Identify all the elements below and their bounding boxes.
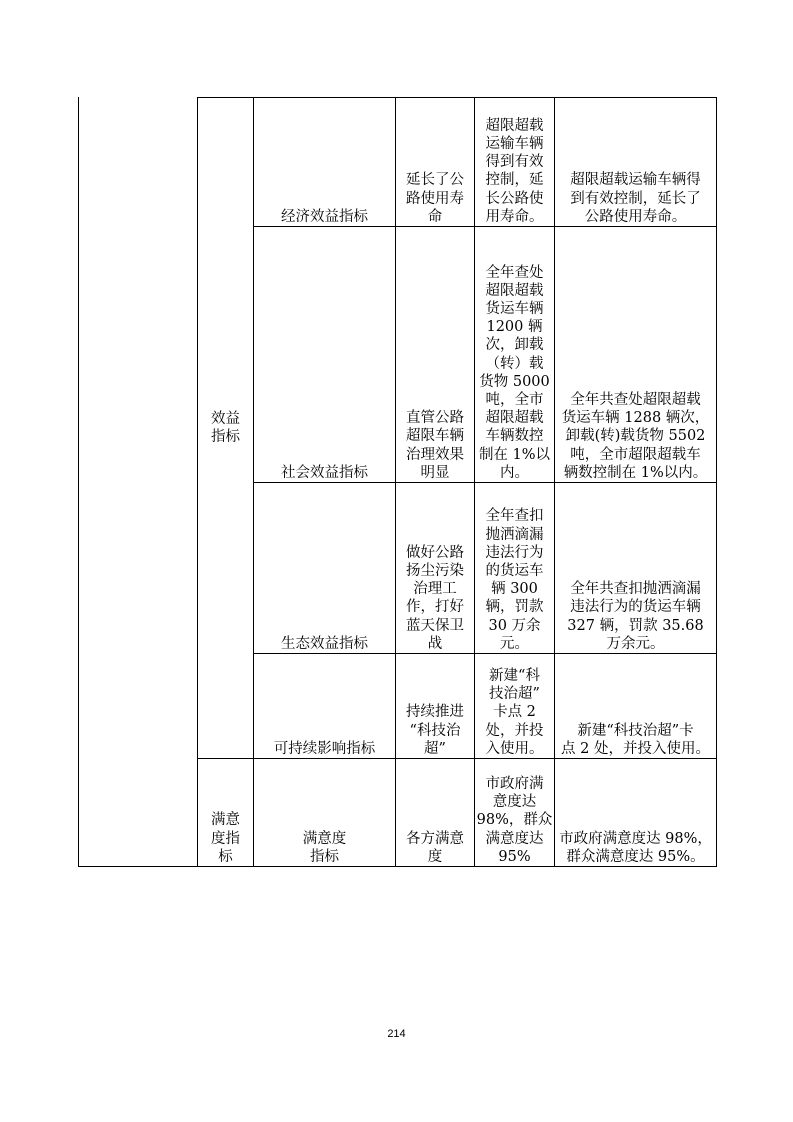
target-text: 做好公路 扬尘污染 治理工 作，打好 蓝天保卫 战 bbox=[406, 544, 464, 652]
actual-text: 市政府满意度达 98%， 群众满意度达 95%。 bbox=[559, 830, 712, 865]
indicator-label: 可持续影响指标 bbox=[273, 740, 376, 757]
index-value-cell bbox=[475, 759, 554, 866]
index-value-text: 全年查处 超限超载 货运车辆 1200 辆 次，卸载 （转）载 货物 5000 吨，全市 超限超载 车辆数控 制在 1%以 内。 bbox=[478, 264, 551, 481]
actual-text: 新建“科技治超”卡 点 2 处，并投入使用。 bbox=[561, 722, 710, 757]
indicator-cell bbox=[254, 98, 395, 226]
actual-cell bbox=[555, 227, 716, 482]
satisfaction-category-label: 满意 度指 标 bbox=[211, 812, 240, 865]
index-value-cell bbox=[475, 483, 554, 653]
actual-cell bbox=[555, 483, 716, 653]
indicator-label: 满意度 指标 bbox=[302, 830, 347, 865]
actual-cell bbox=[555, 98, 716, 226]
target-cell bbox=[396, 227, 474, 482]
indicator-cell bbox=[254, 483, 395, 653]
target-cell bbox=[396, 759, 474, 866]
indicator-label: 生态效益指标 bbox=[281, 635, 368, 652]
grid-line bbox=[78, 866, 717, 867]
target-cell bbox=[396, 483, 474, 653]
actual-cell bbox=[555, 654, 716, 758]
target-text: 持续推进 “科技治 超” bbox=[406, 704, 464, 757]
indicator-label: 经济效益指标 bbox=[281, 208, 368, 225]
grid-line bbox=[78, 97, 79, 867]
actual-cell bbox=[555, 759, 716, 866]
category-cell bbox=[198, 98, 253, 758]
indicator-label: 社会效益指标 bbox=[281, 464, 368, 481]
index-value-text: 市政府满 意度达 98%，群众 满意度达 95% bbox=[476, 775, 553, 865]
actual-text: 全年共查扣抛洒滴漏 违法行为的货运车辆 327 辆，罚款 35.68 万余元。 bbox=[567, 581, 704, 652]
satisfaction-category-cell bbox=[198, 759, 253, 866]
page-number: 214 bbox=[387, 1028, 406, 1040]
target-text: 各方满意 度 bbox=[406, 830, 464, 865]
index-value-text: 超限超载 运输车辆 得到有效 控制，延 长公路使 用寿命。 bbox=[485, 117, 544, 225]
index-value-cell bbox=[475, 227, 554, 482]
indicator-cell bbox=[254, 759, 395, 866]
category-label: 效益 指标 bbox=[211, 410, 240, 445]
index-value-text: 新建“科 技治超” 卡点 2 处，并投 入使用。 bbox=[485, 667, 544, 757]
indicator-cell bbox=[254, 227, 395, 482]
actual-text: 超限超载运输车辆得 到有效控制，延长了 公路使用寿命。 bbox=[570, 172, 701, 225]
index-value-cell bbox=[475, 98, 554, 226]
target-cell bbox=[396, 654, 474, 758]
target-text: 直管公路 超限车辆 治理效果 明显 bbox=[406, 410, 464, 481]
target-cell bbox=[396, 98, 474, 226]
actual-text: 全年共查处超限超载 货运车辆 1288 辆次， 卸载(转)载货物 5502 吨，全市超限超载车 辆数控制在 1%以内。 bbox=[561, 391, 710, 481]
target-text: 延长了公 路使用寿 命 bbox=[406, 172, 464, 225]
index-value-text: 全年查扣 抛洒滴漏 违法行为 的货运车 辆 300 辆，罚款 30 万余 元。 bbox=[485, 508, 544, 652]
index-value-cell bbox=[475, 654, 554, 758]
indicator-cell bbox=[254, 654, 395, 758]
